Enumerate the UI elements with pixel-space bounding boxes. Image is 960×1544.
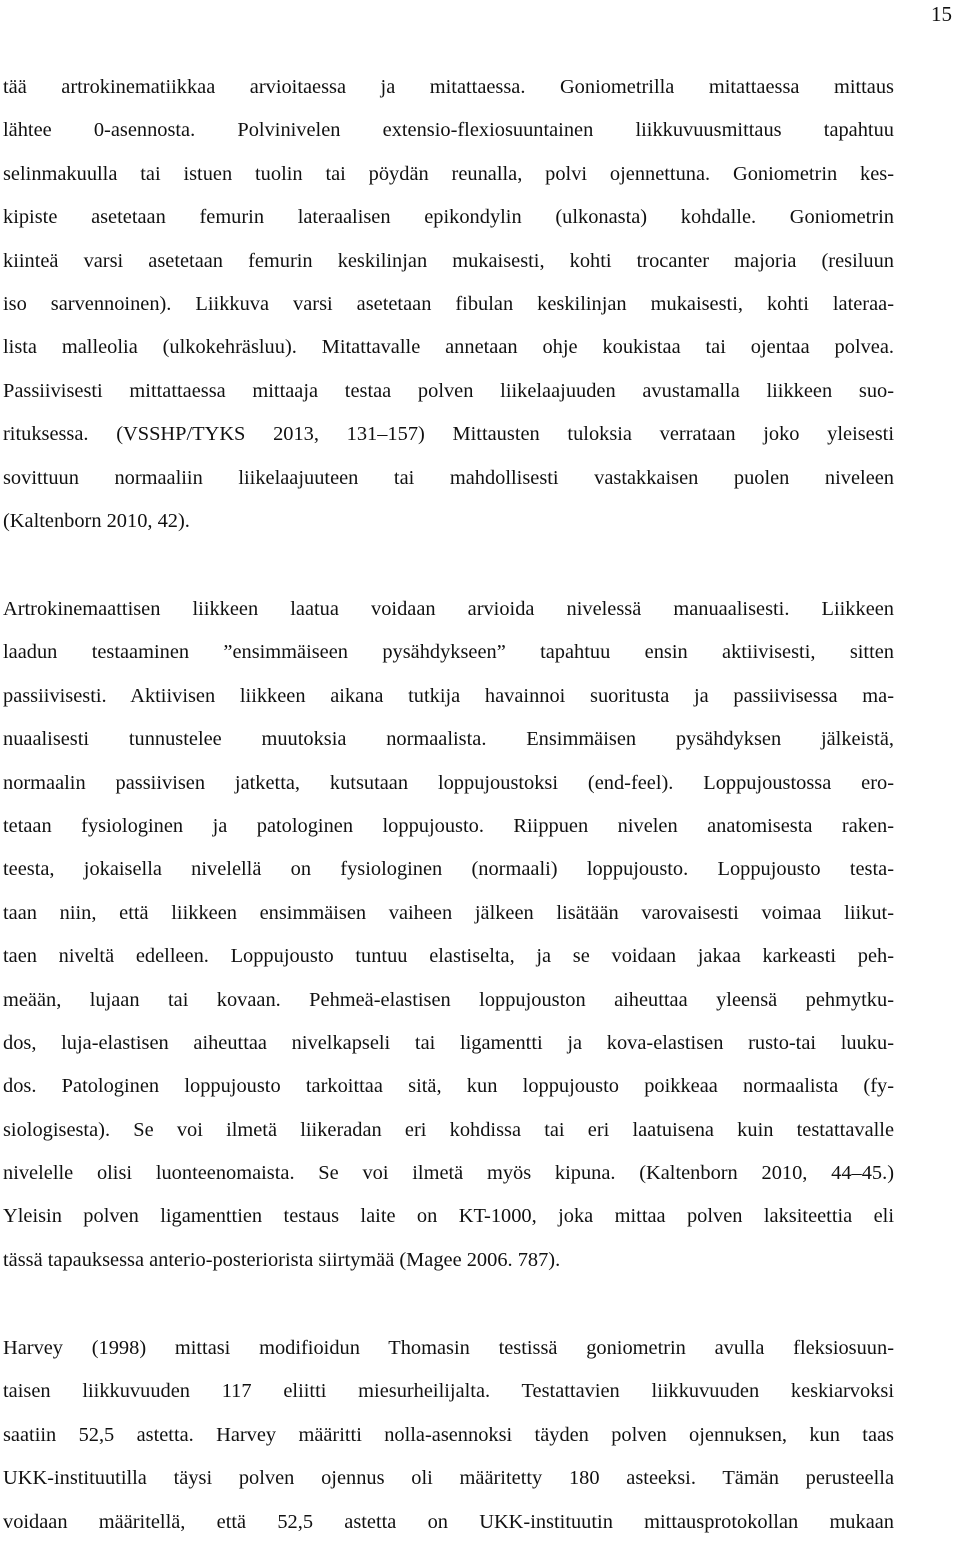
paragraph-end-feel xyxy=(3,588,894,1282)
paragraph-goniometer-measurement xyxy=(3,66,894,543)
text-line: lähtee 0-asennosta. Polvinivelen extensio-flexiosuuntainen liikkuvuusmittaus tapahtuu xyxy=(3,119,894,142)
text-line: (Kaltenborn 2010, 42). xyxy=(3,509,190,532)
text-line: voidaan määritellä, että 52,5 astetta on UKK-instituutin mittausprotokollan mukaan xyxy=(3,1510,894,1533)
text-line: dos. Patologinen loppujousto tarkoittaa sitä, kun loppujousto poikkeaa normaalista (fy- xyxy=(3,1075,894,1098)
text-line: tää artrokinematiikkaa arvioitaessa ja mitattaessa. Goniometrilla mitattaessa mittaus xyxy=(3,76,894,98)
text-line: passiivisesti. Aktiivisen liikkeen aikana tutkija havainnoi suoritusta ja passiivisessa ma- xyxy=(3,684,894,707)
page-number: 15 xyxy=(931,2,952,26)
text-line: Harvey (1998) mittasi modifioidun Thomasin testissä goniometrin avulla fleksiosuun- xyxy=(3,1337,894,1359)
text-line: nuaalisesti tunnustelee muutoksia normaalista. Ensimmäisen pysähdyksen jälkeistä, xyxy=(3,728,894,751)
text-line: Passiivisesti mittattaessa mittaaja testaa polven liikelaajuuden avustamalla liikkeen suo- xyxy=(3,379,894,402)
text-line: lista malleolia (ulkokehräsluu). Mitattavalle annetaan ohje koukistaa tai ojentaa polvea. xyxy=(3,336,894,359)
text-line: iso sarvennoinen). Liikkuva varsi asetetaan fibulan keskilinjan mukaisesti, kohti lateraa- xyxy=(3,292,894,315)
text-line: nivelelle olisi luonteenomaista. Se voi ilmetä myös kipuna. (Kaltenborn 2010, 44–45.) xyxy=(3,1162,894,1185)
text-line: siologisesta). Se voi ilmetä liikeradan eri kohdissa tai eri laatuisena kuin testattavalle xyxy=(3,1118,894,1141)
text-line: selinmakuulla tai istuen tuolin tai pöydän reunalla, polvi ojennettuna. Goniometrin kes- xyxy=(3,162,894,185)
text-line: dos, luja-elastisen aiheuttaa nivelkapseli tai ligamentti ja kova-elastisen rusto-tai luuku- xyxy=(3,1031,894,1054)
text-line: meään, lujaan tai kovaan. Pehmeä-elastisen loppujouston aiheuttaa yleensä pehmytku- xyxy=(3,988,894,1011)
text-line: tetaan fysiologinen ja patologinen loppujousto. Riippuen nivelen anatomisesta raken- xyxy=(3,814,894,837)
text-line: UKK-instituutilla täysi polven ojennus oli määritetty 180 asteeksi. Tämän perusteella xyxy=(3,1467,894,1490)
text-line: saatiin 52,5 astetta. Harvey määritti nolla-asennoksi täyden polven ojennuksen, kun taas xyxy=(3,1423,894,1446)
text-line: kiinteä varsi asetetaan femurin keskilinjan mukaisesti, kohti trocanter majoria (resiluun xyxy=(3,249,894,272)
text-line: laadun testaaminen ”ensimmäiseen pysähdykseen” tapahtuu ensin aktiivisesti, sitten xyxy=(3,641,894,664)
text-line: normaalin passiivisen jatketta, kutsutaan loppujoustoksi (end-feel). Loppujoustossa ero- xyxy=(3,771,894,794)
paragraph-harvey-study xyxy=(3,1327,894,1544)
text-line: teesta, jokaisella nivelellä on fysiologinen (normaali) loppujousto. Loppujousto testa- xyxy=(3,858,894,881)
text-line: sovittuun normaaliin liikelaajuuteen tai mahdollisesti vastakkaisen puolen niveleen xyxy=(3,466,894,489)
text-line: taen niveltä edelleen. Loppujousto tuntuu elastiselta, ja se voidaan jakaa karkeasti peh- xyxy=(3,945,894,968)
text-line: taan niin, että liikkeen ensimmäisen vaiheen jälkeen lisätään varovaisesti voimaa liikut- xyxy=(3,901,894,924)
text-line: taisen liikkuvuuden 117 eliitti miesurheilijalta. Testattavien liikkuvuuden keskiarvoksi xyxy=(3,1380,894,1403)
text-line: kipiste asetetaan femurin lateraalisen epikondylin (ulkonasta) kohdalle. Goniometrin xyxy=(3,206,894,229)
text-line: Yleisin polven ligamenttien testaus laite on KT-1000, joka mittaa polven laksiteettia eli xyxy=(3,1205,894,1228)
text-line: tässä tapauksessa anterio-posteriorista siirtymää (Magee 2006. 787). xyxy=(3,1248,561,1271)
text-line: Artrokinemaattisen liikkeen laatua voidaan arvioida nivelessä manuaalisesti. Liikkeen xyxy=(3,598,894,620)
text-line: rituksessa. (VSSHP/TYKS 2013, 131–157) Mittausten tuloksia verrataan joko yleisesti xyxy=(3,423,894,446)
